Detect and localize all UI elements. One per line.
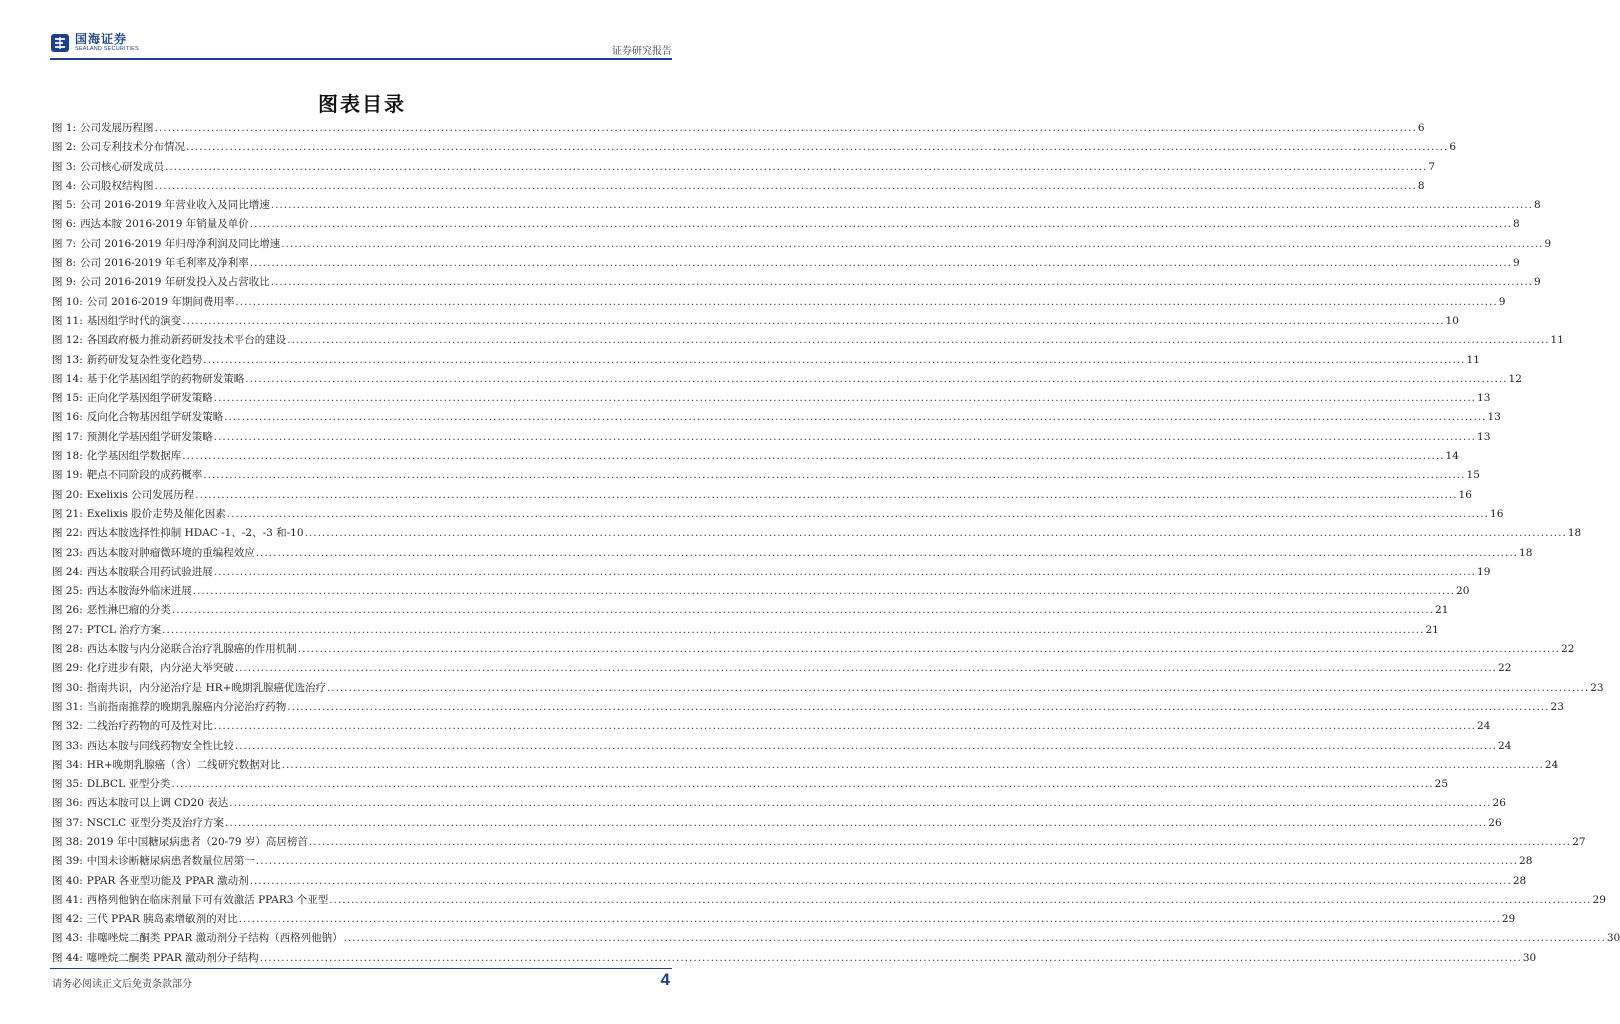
toc-entry-title: 反向化合物基因组学研发策略: [86, 411, 224, 424]
toc-entry[interactable]: [52, 487, 1472, 506]
toc-entry-page: 24: [1498, 739, 1512, 752]
toc-entry-page: 8: [1513, 218, 1520, 231]
toc-entry[interactable]: [52, 371, 1522, 390]
toc-leader-dots: [224, 411, 1486, 423]
toc-entry-label: 图 31:: [52, 700, 83, 713]
toc-entry-page: 21: [1435, 604, 1449, 617]
toc-entry-label: 图 37:: [52, 816, 83, 829]
toc-entry-label: 图 33:: [52, 739, 83, 752]
toc-entry-label: 图 14:: [52, 372, 83, 385]
toc-entry-page: 29: [1501, 913, 1516, 926]
toc-entry-label: 图 16:: [52, 411, 83, 424]
toc-entry-label: 图 27:: [52, 623, 83, 636]
toc-entry[interactable]: [52, 602, 1449, 621]
toc-entry[interactable]: [52, 159, 1436, 178]
toc-entry[interactable]: [52, 641, 1575, 660]
toc-entry-title: NSCLC 亚型分类及治疗方案: [86, 816, 225, 829]
toc-entry-title: 公司发展历程图: [80, 122, 154, 134]
toc-entry-page: 18: [1519, 546, 1533, 559]
toc-leader-dots: [287, 334, 1549, 346]
toc-entry[interactable]: [52, 564, 1491, 583]
toc-entry-page: 28: [1519, 855, 1533, 868]
toc-entry[interactable]: [52, 294, 1506, 313]
toc-entry-label: 图 12:: [52, 334, 83, 347]
document-type: 证券研究报告: [612, 46, 672, 57]
toc-leader-dots: [193, 585, 1455, 597]
toc-entry-page: 24: [1544, 758, 1559, 771]
toc-entry-label: 图 24:: [52, 565, 83, 578]
toc-leader-dots: [225, 817, 1487, 829]
toc-entry-label: 图 3:: [52, 160, 77, 173]
toc-entry-title: 西达本胺与同线药物安全性比较: [86, 739, 234, 752]
logo-english-name: SEALAND SECURITIES: [75, 46, 139, 53]
toc-entry-label: 图 19:: [52, 469, 83, 482]
toc-entry-label: 图 1:: [52, 122, 77, 134]
toc-entry-title: Exelixis 股价走势及催化因素: [86, 507, 226, 520]
toc-entry-page: 14: [1445, 450, 1459, 463]
toc-entry-title: 化疗进步有限，内分泌大举突破: [86, 662, 234, 675]
toc-entry-page: 20: [1456, 585, 1470, 598]
toc-entry-title: 西达本胺对肿瘤微环境的重编程效应: [86, 546, 255, 559]
toc-entry[interactable]: [52, 776, 1449, 795]
toc-entry-label: 图 30:: [52, 681, 83, 694]
toc-entry-page: 9: [1513, 257, 1520, 270]
toc-entry-page: 21: [1425, 623, 1439, 636]
toc-entry-label: 图 35:: [52, 778, 83, 791]
toc-leader-dots: [287, 701, 1549, 713]
toc-entry[interactable]: [52, 274, 1541, 293]
toc-entry-page: 13: [1487, 411, 1501, 424]
toc-entry-title: 恶性淋巴瘤的分类: [86, 604, 171, 617]
toc-entry-label: 图 17:: [52, 430, 83, 443]
toc-entry-title: 新药研发复杂性变化趋势: [86, 353, 203, 366]
toc-entry-label: 图 43:: [52, 932, 83, 945]
toc-entry-title: 各国政府极力推动新药研发技术平台的建设: [86, 334, 287, 347]
toc-entry-title: 靶点不同阶段的成药概率: [86, 469, 203, 482]
toc-entry-title: 中国未诊断糖尿病患者数量位居第一: [86, 855, 255, 868]
toc-entry-label: 图 21:: [52, 507, 83, 520]
toc-entry-page: 27: [1572, 835, 1586, 848]
toc-entry-page: 23: [1590, 681, 1604, 694]
toc-leader-dots: [214, 392, 1476, 404]
toc-entry-title: 公司 2016-2019 年归母净利润及同比增速: [80, 237, 281, 250]
toc-entry-title: 预测化学基因组学研发策略: [86, 430, 213, 443]
toc-entry-title: 西达本胺与内分泌联合治疗乳腺癌的作用机制: [86, 643, 297, 656]
toc-entry-title: 西达本胺选择性抑制 HDAC -1、-2、-3 和-10: [86, 527, 304, 540]
toc-entry-page: 22: [1498, 662, 1512, 675]
toc-entry[interactable]: [52, 757, 1559, 776]
toc-entry-title: 三代 PPAR 胰岛素增敏剂的对比: [86, 913, 238, 926]
toc-entry-label: 图 15:: [52, 392, 83, 405]
toc-leader-dots: [329, 894, 1591, 906]
toc-leader-dots: [235, 296, 1497, 308]
toc-entry-label: 图 41:: [52, 893, 83, 906]
toc-entry-title: 公司专利技术分布情况: [80, 141, 186, 154]
toc-entry-page: 24: [1477, 720, 1491, 733]
toc-entry[interactable]: [52, 467, 1480, 486]
toc-entry[interactable]: [52, 313, 1459, 332]
toc-entry-page: 16: [1490, 507, 1504, 520]
toc-leader-dots: [305, 527, 1567, 539]
toc-entry[interactable]: [52, 795, 1506, 814]
toc-entry[interactable]: [52, 738, 1512, 757]
toc-entry-title: HR+晚期乳腺癌（含）二线研究数据对比: [86, 758, 281, 771]
toc-entry[interactable]: [52, 255, 1520, 274]
toc-entry-title: Exelixis 公司发展历程: [86, 488, 195, 501]
toc-entry-label: 图 11:: [52, 314, 83, 327]
toc-entry[interactable]: [52, 853, 1533, 872]
sealand-logo-icon: [50, 33, 70, 53]
toc-entry-label: 图 25:: [52, 585, 83, 598]
toc-entry[interactable]: [52, 815, 1502, 834]
toc-entry-title: 公司 2016-2019 年期间费用率: [86, 295, 235, 308]
toc-entry[interactable]: [52, 545, 1533, 564]
toc-entry[interactable]: [52, 699, 1564, 718]
toc-entry-page: 26: [1492, 797, 1506, 810]
toc-leader-dots: [235, 740, 1497, 752]
toc-entry[interactable]: [52, 120, 1425, 139]
toc-entry-page: 11: [1466, 353, 1480, 366]
toc-leader-dots: [155, 180, 1417, 192]
toc-leader-dots: [298, 643, 1560, 655]
toc-entry-title: 西达本胺联合用药试验进展: [86, 565, 213, 578]
toc-leader-dots: [282, 759, 1544, 771]
toc-leader-dots: [203, 469, 1465, 481]
toc-leader-dots: [245, 373, 1507, 385]
toc-entry-title: PTCL 治疗方案: [86, 623, 162, 636]
toc-entry-page: 6: [1417, 122, 1425, 134]
toc-entry-page: 8: [1417, 179, 1425, 192]
toc-leader-dots: [344, 932, 1606, 944]
toc-entry[interactable]: [52, 448, 1459, 467]
toc-entry-label: 图 34:: [52, 758, 83, 771]
toc-leader-dots: [214, 431, 1476, 443]
toc-leader-dots: [260, 952, 1522, 964]
toc-entry-page: 19: [1477, 565, 1491, 578]
toc-entry-title: 化学基因组学数据库: [86, 450, 182, 463]
toc-entry-title: 正向化学基因组学研发策略: [86, 392, 213, 405]
toc-entry[interactable]: [52, 429, 1491, 448]
toc-entry-page: 10: [1445, 314, 1459, 327]
toc-entry-label: 图 10:: [52, 295, 83, 308]
toc-entry-page: 7: [1428, 160, 1436, 173]
toc-entry-title: 西格列他钠在临床剂量下可有效激活 PPAR3 个亚型: [86, 893, 329, 906]
toc-entry-label: 图 9:: [52, 276, 77, 289]
toc-leader-dots: [171, 778, 1433, 790]
toc-entry-label: 图 6:: [52, 218, 77, 231]
toc-entry[interactable]: [52, 236, 1552, 255]
toc-entry-page: 6: [1449, 141, 1457, 154]
toc-leader-dots: [271, 276, 1533, 288]
toc-entry-title: 西达本胺可以上调 CD20 表达: [86, 797, 229, 810]
toc-entry[interactable]: [52, 197, 1541, 216]
toc-entry[interactable]: [52, 506, 1504, 525]
toc-entry-page: 30: [1606, 932, 1620, 945]
toc-entry-page: 9: [1534, 276, 1541, 289]
toc-entry[interactable]: [52, 680, 1604, 699]
toc-entry-label: 图 32:: [52, 720, 83, 733]
toc-entry-label: 图 39:: [52, 855, 83, 868]
toc-entry[interactable]: [52, 178, 1425, 197]
toc-leader-dots: [239, 913, 1501, 925]
toc-entry-page: 18: [1567, 527, 1582, 540]
toc-entry[interactable]: [52, 622, 1439, 641]
toc-leader-dots: [214, 566, 1476, 578]
toc-entry-label: 图 44:: [52, 951, 83, 964]
toc-entry[interactable]: [52, 718, 1491, 737]
toc-entry[interactable]: [52, 660, 1512, 679]
toc-leader-dots: [281, 238, 1543, 250]
toc-entry[interactable]: [52, 930, 1620, 949]
toc-entry-label: 图 28:: [52, 643, 83, 656]
toc-entry-title: 非噻唑烷二酮类 PPAR 激动剂分子结构（西格列他钠）: [86, 932, 343, 945]
toc-entry-title: PPAR 各亚型功能及 PPAR 激动剂: [86, 874, 249, 887]
toc-leader-dots: [172, 604, 1434, 616]
toc-entry-label: 图 23:: [52, 546, 83, 559]
toc-entry-title: 基于化学基因组学的药物研发策略: [86, 372, 245, 385]
toc-leader-dots: [182, 450, 1444, 462]
toc-entry-label: 图 20:: [52, 488, 83, 501]
disclaimer-notice: 请务必阅读正文后免责条款部分: [52, 979, 192, 990]
toc-leader-dots: [195, 489, 1457, 501]
toc-entry[interactable]: [52, 583, 1470, 602]
toc-entry-label: 图 29:: [52, 662, 83, 675]
toc-entry-page: 9: [1544, 237, 1552, 250]
toc-entry-title: 公司股权结构图: [80, 179, 154, 192]
toc-leader-dots: [214, 720, 1476, 732]
toc-entry-label: 图 5:: [52, 199, 77, 212]
toc-entry-label: 图 7:: [52, 237, 77, 250]
toc-entry-page: 16: [1458, 488, 1472, 501]
toc-entry[interactable]: [52, 216, 1520, 235]
toc-entry[interactable]: [52, 834, 1586, 853]
toc-entry-page: 26: [1488, 816, 1502, 829]
toc-entry-title: 公司 2016-2019 年营业收入及同比增速: [80, 199, 270, 212]
toc-leader-dots: [250, 875, 1512, 887]
toc-entry-label: 图 42:: [52, 913, 83, 926]
logo-chinese-name: 国海证券: [75, 32, 128, 47]
toc-leader-dots: [327, 682, 1589, 694]
toc-leader-dots: [203, 354, 1465, 366]
toc-entry-title: 当前指南推荐的晚期乳腺癌内分泌治疗药物: [86, 700, 287, 713]
toc-entry[interactable]: [52, 352, 1480, 371]
toc-entry-page: 15: [1466, 469, 1480, 482]
toc-entry-page: 30: [1522, 951, 1537, 964]
toc-entry[interactable]: [52, 409, 1501, 428]
toc-entry-page: 22: [1561, 643, 1575, 656]
toc-entry-label: 图 22:: [52, 527, 83, 540]
toc-entry-label: 图 2:: [52, 141, 77, 154]
toc-entry-page: 9: [1498, 295, 1506, 308]
toc-entry-title: 公司 2016-2019 年研发投入及占营收比: [80, 276, 270, 289]
toc-entry-title: 公司核心研发成员: [80, 160, 165, 173]
toc-entry-title: 噻唑烷二酮类 PPAR 激动剂分子结构: [86, 951, 259, 964]
sealand-logo: [50, 31, 139, 55]
toc-entry-page: 8: [1534, 199, 1541, 212]
toc-entry-title: 西达本胺 2016-2019 年销量及单价: [80, 218, 249, 231]
toc-entry[interactable]: [52, 950, 1537, 969]
page-header: [0, 0, 724, 62]
toc-entry-page: 12: [1508, 372, 1522, 385]
toc-entry-page: 23: [1550, 700, 1564, 713]
toc-entry[interactable]: [52, 911, 1516, 930]
toc-leader-dots: [155, 122, 1417, 134]
toc-leader-dots: [186, 141, 1448, 153]
page-number: 4: [660, 970, 670, 989]
toc-entry-label: 图 40:: [52, 874, 83, 887]
toc-entry[interactable]: [52, 390, 1491, 409]
toc-entry[interactable]: [52, 139, 1457, 158]
toc-leader-dots: [250, 257, 1512, 269]
toc-entry-title: 指南共识，内分泌治疗是 HR+晚期乳腺癌优选治疗: [86, 681, 326, 694]
toc-entry-title: 二线治疗药物的可及性对比: [86, 720, 213, 733]
toc-entry[interactable]: [52, 892, 1606, 911]
toc-entry-page: 11: [1550, 334, 1564, 347]
toc-leader-dots: [235, 662, 1497, 674]
toc-leader-dots: [271, 199, 1533, 211]
toc-entry-title: 2019 年中国糖尿病患者（20-79 岁）高居榜首: [86, 835, 308, 848]
toc-leader-dots: [256, 547, 1518, 559]
toc-leader-dots: [182, 315, 1444, 327]
toc-entry[interactable]: [52, 873, 1527, 892]
header-divider: [50, 58, 672, 60]
toc-entry[interactable]: [52, 525, 1582, 544]
toc-leader-dots: [165, 161, 1427, 173]
page-title: 图表目录: [318, 92, 406, 116]
toc-leader-dots: [162, 624, 1424, 636]
toc-entry-title: DLBCL 亚型分类: [86, 778, 171, 791]
toc-entry-label: 图 8:: [52, 257, 77, 270]
toc-entry-title: 西达本胺海外临床进展: [86, 585, 192, 598]
toc-entry-label: 图 36:: [52, 797, 83, 810]
toc-leader-dots: [250, 218, 1512, 230]
toc-leader-dots: [227, 508, 1489, 520]
toc-entry-page: 29: [1592, 893, 1606, 906]
toc-entry-title: 公司 2016-2019 年毛利率及净利率: [80, 257, 249, 270]
toc-leader-dots: [229, 797, 1491, 809]
toc-entry-page: 13: [1477, 430, 1491, 443]
toc-entry-page: 13: [1477, 392, 1491, 405]
toc-entry-label: 图 4:: [52, 179, 77, 192]
toc-entry-label: 图 13:: [52, 353, 83, 366]
toc-entry-label: 图 18:: [52, 450, 83, 463]
footer-divider: [50, 968, 672, 969]
toc-entry[interactable]: [52, 332, 1564, 351]
toc-leader-dots: [309, 836, 1571, 848]
figure-list: [52, 120, 1620, 969]
toc-entry-label: 图 26:: [52, 604, 83, 617]
toc-entry-label: 图 38:: [52, 835, 83, 848]
toc-entry-title: 基因组学时代的演变: [86, 314, 182, 327]
toc-leader-dots: [256, 855, 1518, 867]
toc-entry-page: 28: [1512, 874, 1527, 887]
toc-entry-page: 25: [1434, 778, 1449, 791]
